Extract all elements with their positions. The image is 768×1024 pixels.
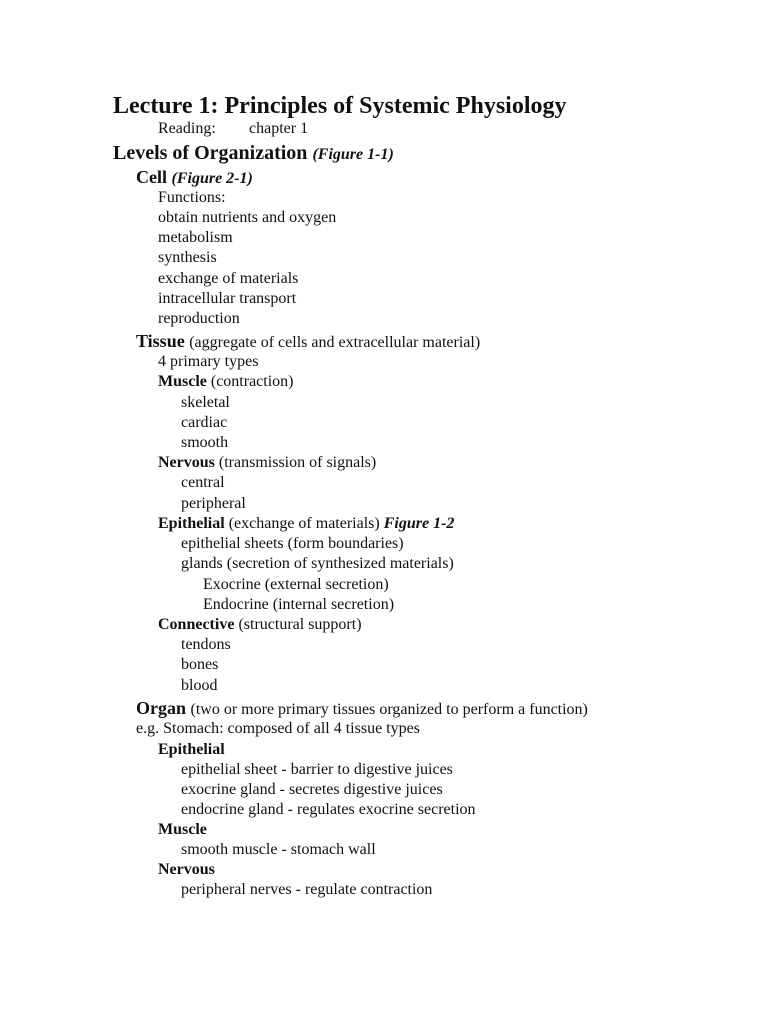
list-item: tendons [181,636,231,653]
epithelial-note: (exchange of materials) [228,515,380,532]
list-item: smooth muscle - stomach wall [181,841,376,858]
list-item: Endocrine (internal secretion) [203,596,395,613]
epithelial-label: Epithelial [158,515,225,532]
connective-heading [158,615,362,635]
list-item: exocrine gland - secretes digestive juices [181,781,443,798]
list-item: endocrine gland - regulates exocrine secretion [181,801,476,818]
list-item: glands (secretion of synthesized materials) [181,555,454,572]
muscle-heading [158,372,294,392]
list-item: epithelial sheet - barrier to digestive juices [181,761,453,778]
epithelial-heading [158,514,454,534]
primary-types: 4 primary types [158,353,259,370]
tissue-heading [136,330,480,354]
list-item: smooth [181,434,229,451]
cell-figure-ref: (Figure 2-1) [171,170,253,187]
page-title: Lecture 1: Principles of Systemic Physiology [113,93,567,119]
epithelial-figure-ref: Figure 1-2 [383,515,455,532]
cell-heading [136,166,253,190]
list-item: peripheral nerves - regulate contraction [181,881,433,898]
list-item: peripheral [181,495,246,512]
nervous-note: (transmission of signals) [218,454,377,471]
organ-heading [136,697,588,721]
list-item: metabolism [158,229,233,246]
list-item: blood [181,677,218,694]
tissue-heading-text: Tissue [136,331,185,351]
nervous-label: Nervous [158,454,215,471]
reading-value: chapter 1 [249,120,309,137]
nervous-heading [158,453,376,473]
muscle-label: Muscle [158,373,207,390]
levels-figure-ref: (Figure 1-1) [312,146,394,163]
levels-heading-text: Levels of Organization [113,142,308,164]
functions-label: Functions: [158,189,226,206]
organ-epithelial-label: Epithelial [158,741,225,758]
muscle-note: (contraction) [210,373,294,390]
list-item: epithelial sheets (form boundaries) [181,535,404,552]
list-item: cardiac [181,414,228,431]
levels-heading [113,141,394,167]
tissue-note: (aggregate of cells and extracellular material) [189,334,481,351]
connective-label: Connective [158,616,235,633]
list-item: intracellular transport [158,290,297,307]
list-item: skeletal [181,394,230,411]
organ-nervous-label: Nervous [158,861,215,878]
list-item: reproduction [158,310,240,327]
organ-note: (two or more primary tissues organized to perform a function) [190,701,588,718]
reading-label: Reading: [158,120,216,137]
organ-example: e.g. Stomach: composed of all 4 tissue types [136,720,420,737]
cell-heading-text: Cell [136,167,167,187]
connective-note: (structural support) [238,616,362,633]
list-item: exchange of materials [158,270,299,287]
organ-muscle-label: Muscle [158,821,207,838]
list-item: bones [181,656,219,673]
organ-heading-text: Organ [136,698,187,718]
reading-line [158,119,308,139]
list-item: Exocrine (external secretion) [203,576,389,593]
list-item: synthesis [158,249,217,266]
list-item: central [181,474,225,491]
list-item: obtain nutrients and oxygen [158,209,337,226]
